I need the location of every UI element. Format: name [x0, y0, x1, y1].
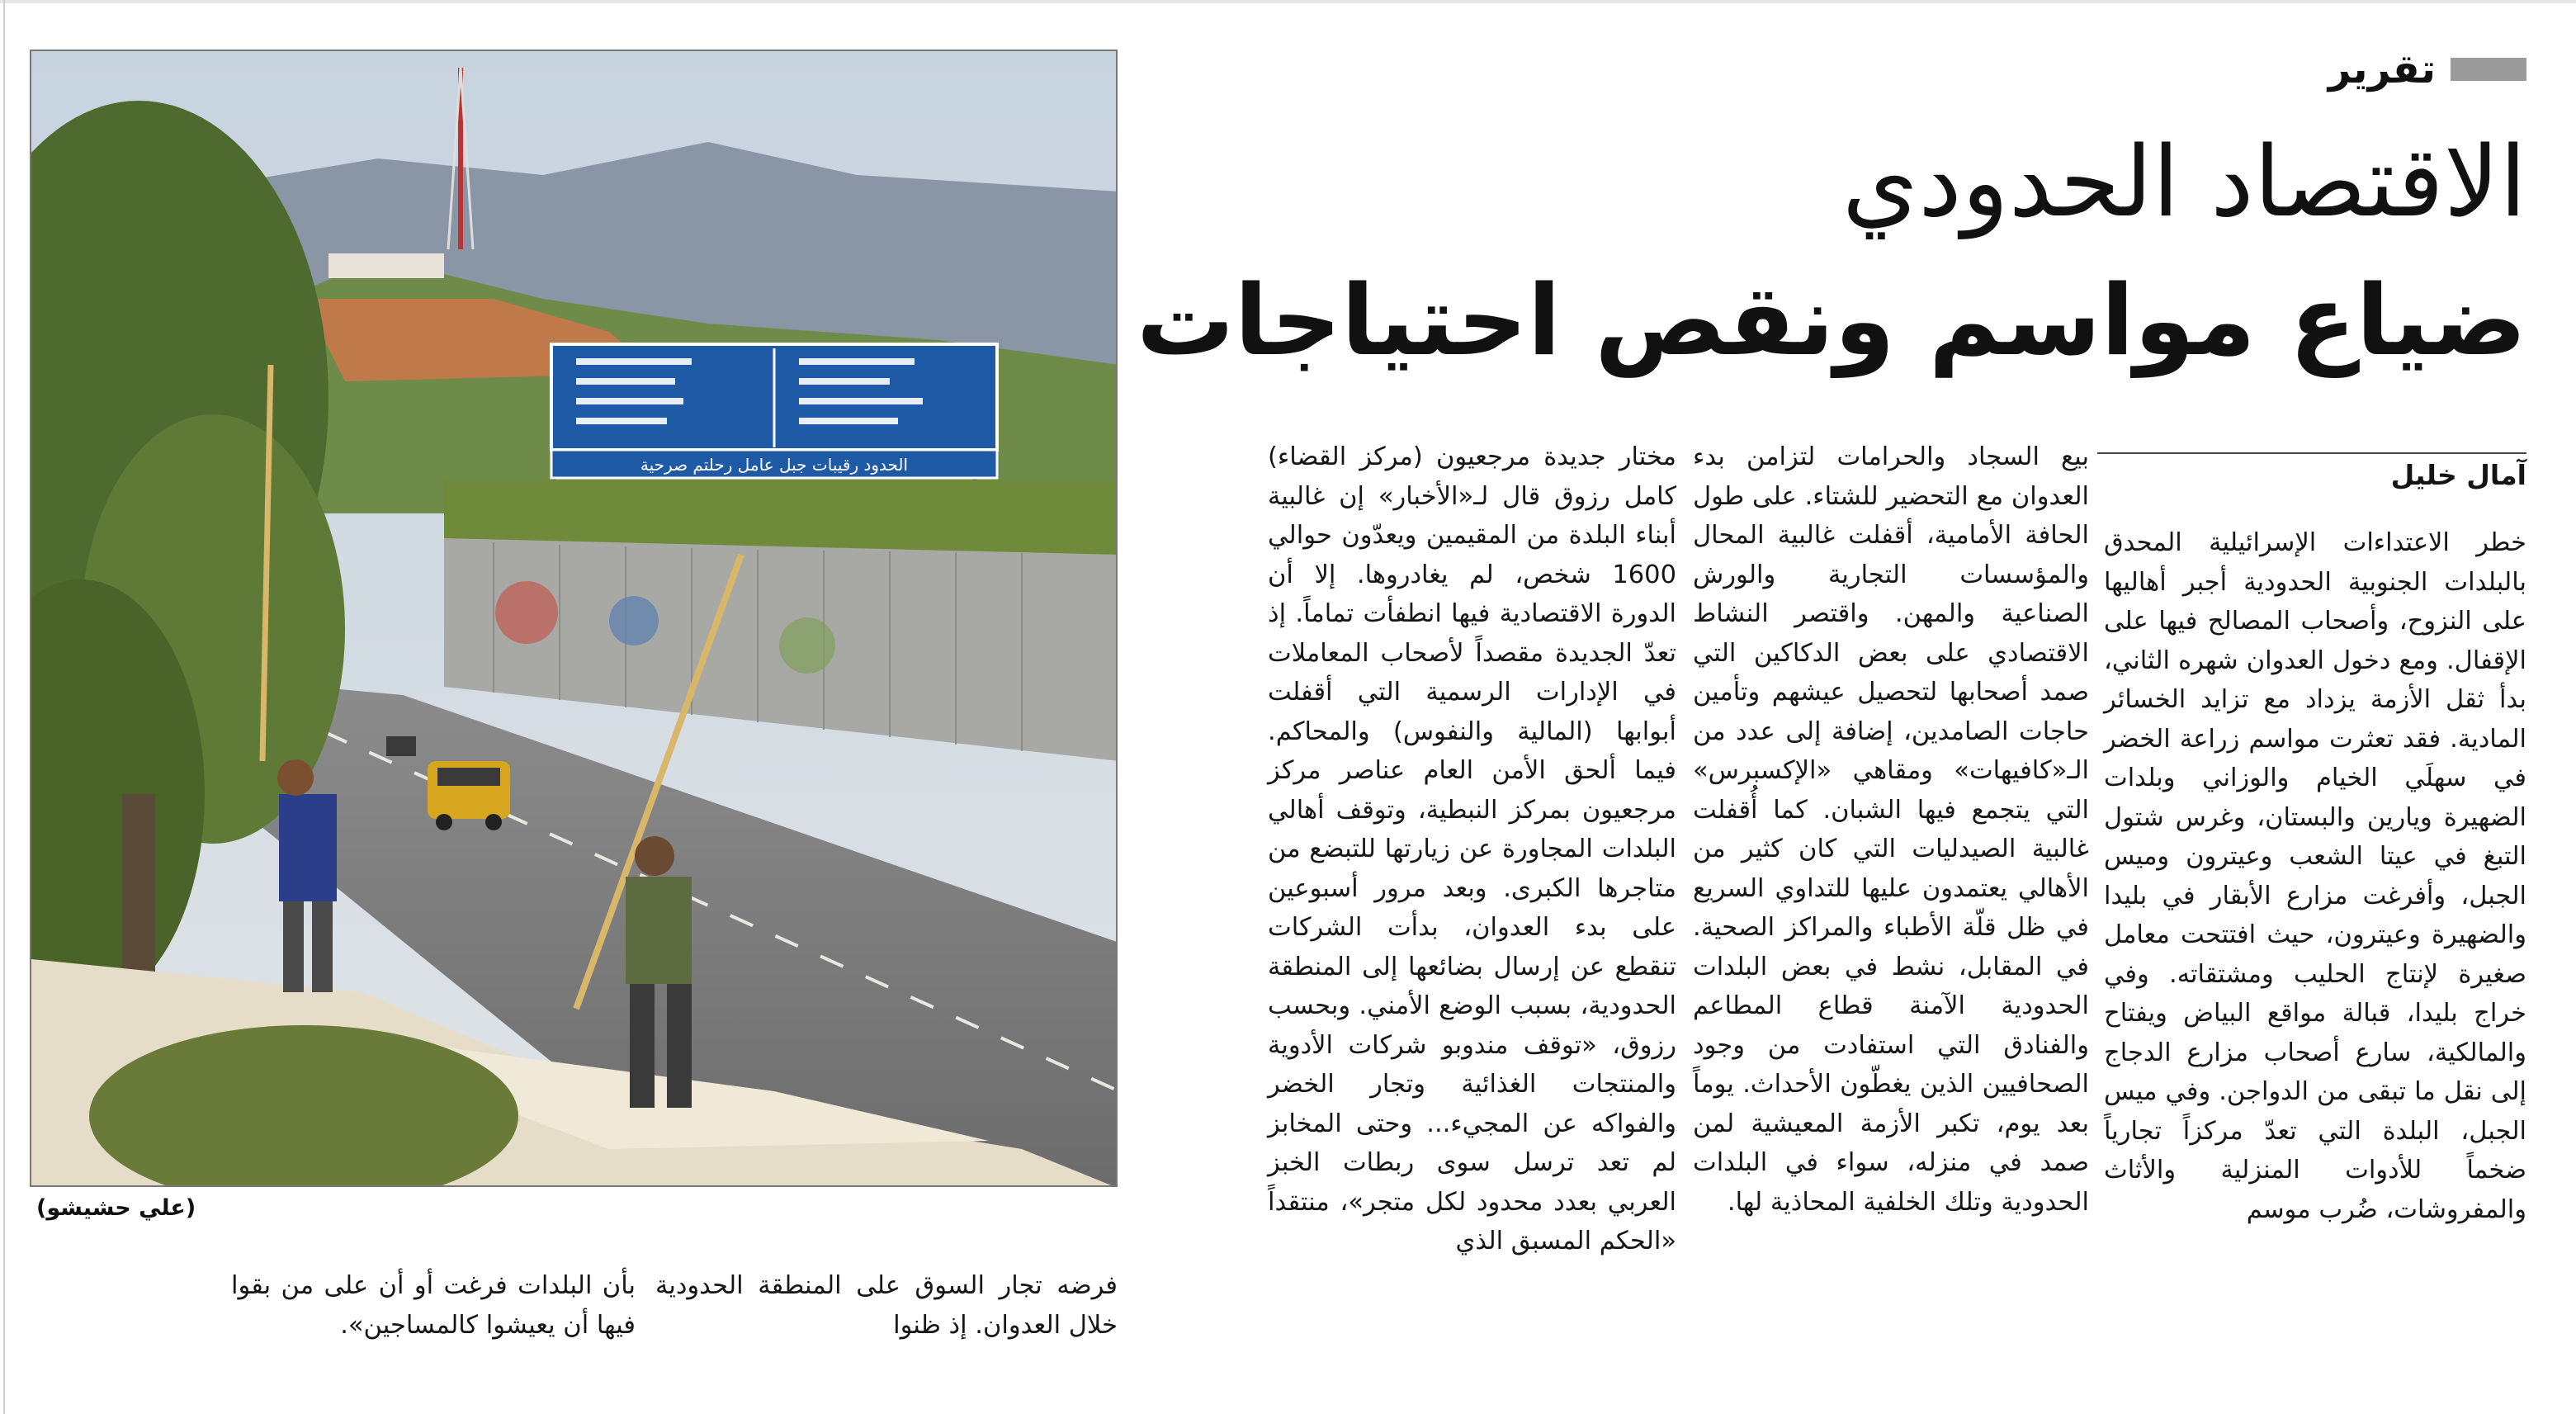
byline-rule: [2097, 452, 2526, 454]
top-rule: [0, 0, 2576, 3]
body-tail-b: بأن البلدات فرغت أو أن على من بقوا فيها أن يعيشوا كالمساجين».: [231, 1271, 636, 1340]
body-tail-a: فرضه تجار السوق على المنطقة الحدودية خلال العدوان. إذ ظنوا: [655, 1271, 1118, 1340]
body-column-2: بيع السجاد والحرامات لتزامن بدء العدوان مع التحضير للشتاء. على طول الحافة الأمامية، أقفلت غالبية المحال والمؤسسات التجارية والورش الصناعية والمهن. واقتصر النشاط الاقتصادي على بعض الدكاكين التي صمد أصحابها لتحصيل عيشهم وتأمين حاجات الصامدين، إضافة إلى عدد من الـ«كافيهات» ومقاهي «الإكسبرس» التي يتجمع فيها الشبان. كما أُقفلت غالبية الصيدليات التي كان كثير من الأهالي يعتمدون عليها للتداوي السريع في ظل قلّة الأطباء والمراكز الصحية. في المقابل، نشط في بعض البلدات الحدودية الآمنة قطاع المطاعم والفنادق التي استفادت من وجود الصحافيين الذين يغطّون الأحداث. يوماً بعد يوم، تكبر الأزمة المعيشية لمن صمد في منزله، سواء في البلدات الحدودية وتلك الخلفية المحاذية لها.: [1693, 442, 2089, 1217]
headline-line-2: ضياع مواسم ونقص احتياجات: [1136, 263, 2526, 377]
sign-bottom-text: الحدود رقيبات جبل عامل رحلتم صرحية: [640, 455, 909, 475]
kicker-bar: [2451, 58, 2526, 81]
byline-author: آمال خليل: [2390, 459, 2526, 491]
kicker: [2328, 46, 2526, 92]
body-column-3: مختار جديدة مرجعيون (مركز القضاء) كامل رزوق قال لـ«الأخبار» إن غالبية أبناء البلدة من المقيمين ويعدّون حوالي 1600 شخص، لم يغادروها. إلا أن الدورة الاقتصادية فيها انطفأت تماماً. إذ تعدّ الجديدة مقصداً لأصحاب المعاملات في الإدارات الرسمية التي أقفلت أبوابها (المالية والنفوس) والمحاكم. فيما ألحق الأمن العام عناصر مركز مرجعيون بمركز النبطية، وتوقف أهالي البلدات المجاورة عن زيارتها للتبضع من متاجرها الكبرى. وبعد مرور أسبوعين على بدء العدوان، بدأت الشركات تنقطع عن إرسال بضائعها إلى المنطقة الحدودية، بسبب الوضع الأمني. وبحسب رزوق، «توقف مندوبو شركات الأدوية والمنتجات الغذائية وتجار الخضر والفواكه عن المجيء... وحتى المخابز لم تعد ترسل سوى ربطات الخبز العربي بعدد محدود لكل متجر»، منتقداً «الحكم المسبق الذي: [1268, 442, 1676, 1256]
headline-line-1: الاقتصاد الحدودي: [1841, 125, 2526, 239]
road-sign: [551, 344, 997, 493]
photo-credit: (علي حشيشو): [36, 1195, 196, 1221]
news-photo: [30, 50, 1118, 1187]
page-edge-line: [3, 0, 5, 1414]
distant-car: [386, 736, 416, 756]
kicker-label: تقرير: [2328, 46, 2436, 92]
body-column-1: خطر الاعتداءات الإسرائيلية المحدق بالبلدات الجنوبية الحدودية أجبر أهاليها على النزوح، وأصحاب المصالح فيها على الإقفال. ومع دخول العدوان شهره الثاني، بدأ ثقل الأزمة يزداد مع تزايد الخسائر المادية. فقد تعثرت مواسم زراعة الخضر في سهلَي الخيام والوزاني وبلدات الضهيرة ويارين والبستان، وغرس شتول التبغ في عيتا الشعب وعيترون وميس الجبل، وأفرغت مزارع الأبقار في بليدا والضهيرة وعيترون، حيث افتتحت معامل صغيرة لإنتاج الحليب ومشتقاته. وفي خراج بليدا، قبالة مواقع البياض ويفتاح والمالكية، سارع أصحاب مزارع الدجاج إلى نقل ما تبقى من الدواجن. وفي ميس الجبل، البلدة التي تعدّ مركزاً تجارياً ضخماً للأدوات المنزلية والأثاث والمفروشات، ضُرب موسم: [2104, 528, 2526, 1224]
